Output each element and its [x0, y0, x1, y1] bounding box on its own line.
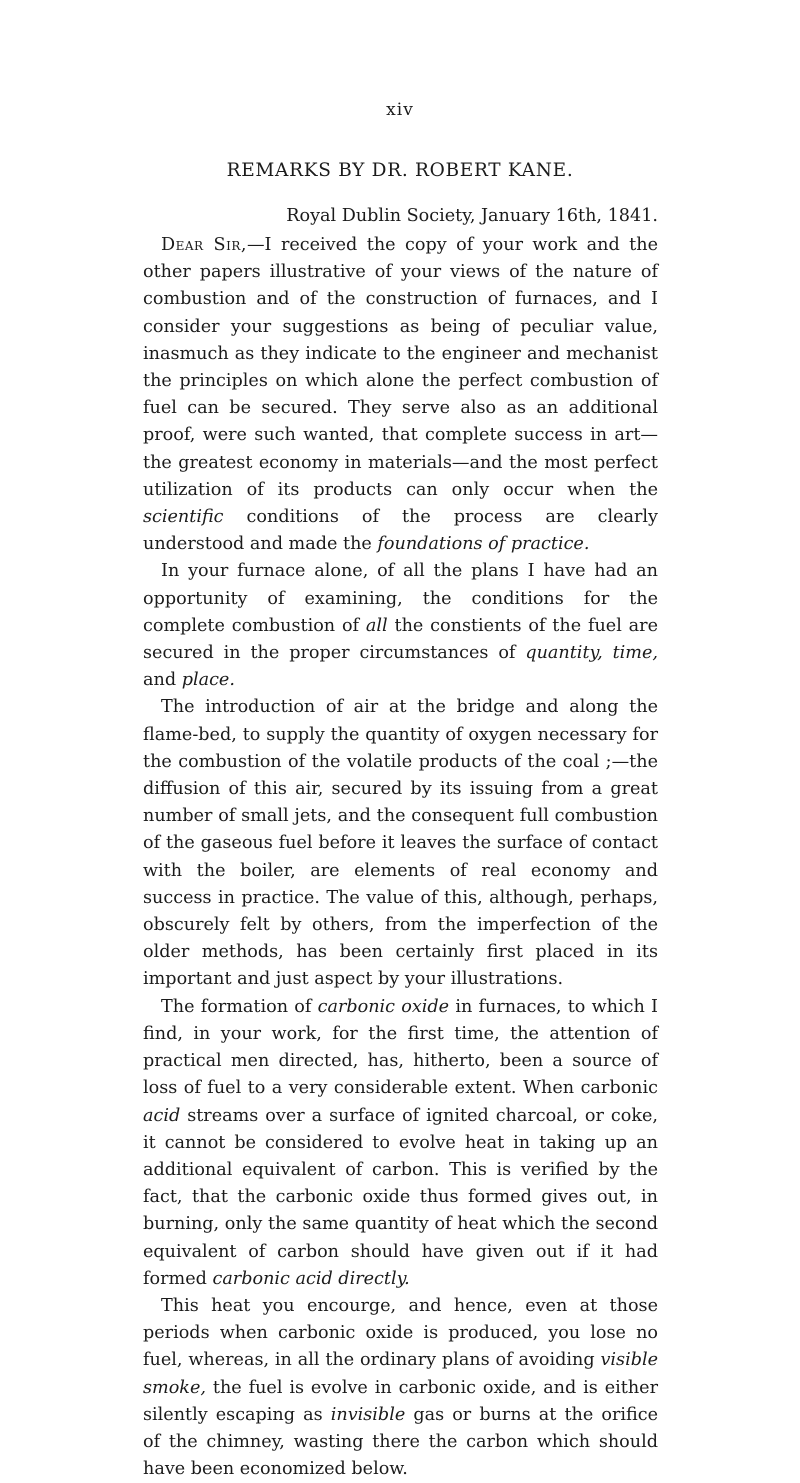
section-heading: REMARKS BY DR. ROBERT KANE.	[226, 160, 574, 181]
emphasis-text: invisible	[330, 1404, 406, 1425]
paragraph-1	[143, 232, 658, 558]
emphasis-text: scientific	[143, 507, 224, 528]
paragraph-text: the fuel is evolve in carbonic oxide, and is either silently escaping as	[143, 1377, 658, 1425]
paragraph-text: conditions of the process are clearly understood and made the	[143, 507, 658, 555]
paragraph-2	[143, 558, 658, 694]
paragraph-text: in furnaces, to which I find, in your work, for the first time, the attention of practical men directed, has, hitherto, been a source of loss of fuel to a very considerable extent. When carbonic	[143, 996, 659, 1099]
salutation: Dear Sir,	[161, 235, 247, 255]
emphasis-text: visible smoke,	[143, 1350, 658, 1398]
page-number: xiv	[386, 100, 414, 120]
paragraph-4	[143, 994, 658, 1293]
emphasis-text: place.	[181, 670, 235, 691]
paragraph-text: streams over a surface of ignited charcoal, or coke, it cannot be considered to evolve heat in taking up an additional equivalent of carbon. This is verified by the fact, that the carbonic oxide thus formed gives out, in burning, only the same quantity of heat which the second equivalent of carbon should have given out if it had formed	[143, 1105, 658, 1289]
emphasis-text: carbonic oxide	[317, 996, 450, 1017]
emphasis-text: acid	[143, 1105, 181, 1126]
paragraph-text: In your furnace alone, of all the plans I have had an opportunity of examining, the conditions for the complete combustion of	[143, 561, 658, 636]
emphasis-text: all	[365, 615, 388, 636]
paragraph-text: This heat you encourge, and hence, even at those periods when carbonic oxide is produced, you lose no fuel, whereas, in all the ordinary plans of avoiding	[143, 1295, 658, 1371]
emphasis-text: foundations of practice.	[377, 534, 590, 555]
emphasis-text: carbonic acid directly.	[212, 1268, 410, 1289]
paragraph-5	[143, 1293, 658, 1483]
paragraph-text: and	[143, 670, 182, 691]
letter-body	[143, 232, 658, 1483]
paragraph-text: The introduction of air at the bridge and along the flame-bed, to supply the quantity of oxygen necessary for the combustion of the volatile products of the coal ;—the diffusion of this air, secured by its issuing from a great number of small jets, and the consequent full combustion of the gaseous fuel before it leaves the surface of contact with the boiler, are elements of real economy and success in practice. The value of this, although, perhaps, obscurely felt by others, from the imperfection of the older methods, has been certainly first placed in its important and just aspect by your illustrations.	[143, 697, 658, 990]
paragraph-text: the constients of the fuel are secured in the proper circumstances of	[143, 615, 658, 664]
letter-dateline: Royal Dublin Society, January 16th, 1841.	[286, 206, 658, 226]
paragraph-3	[143, 694, 658, 993]
paragraph-text: —I received the copy of your work and the other papers illustrative of your views of the nature of combustion and of the construction of furnaces, and I consider your suggestions as being of peculiar value, inasmuch as they indicate to the engineer and mechanist the principles on which alone the perfect combustion of fuel can be secured. They serve also as an additional proof, were such wanted, that complete success in art—the greatest economy in materials—and the most perfect utilization of its products can only occur when the	[143, 235, 658, 500]
emphasis-text: quantity, time,	[525, 643, 658, 664]
paragraph-text: The formation of	[161, 996, 318, 1017]
paragraph-text: gas or burns at the orifice of the chimney, wasting there the carbon which should have been economized below.	[143, 1404, 658, 1480]
